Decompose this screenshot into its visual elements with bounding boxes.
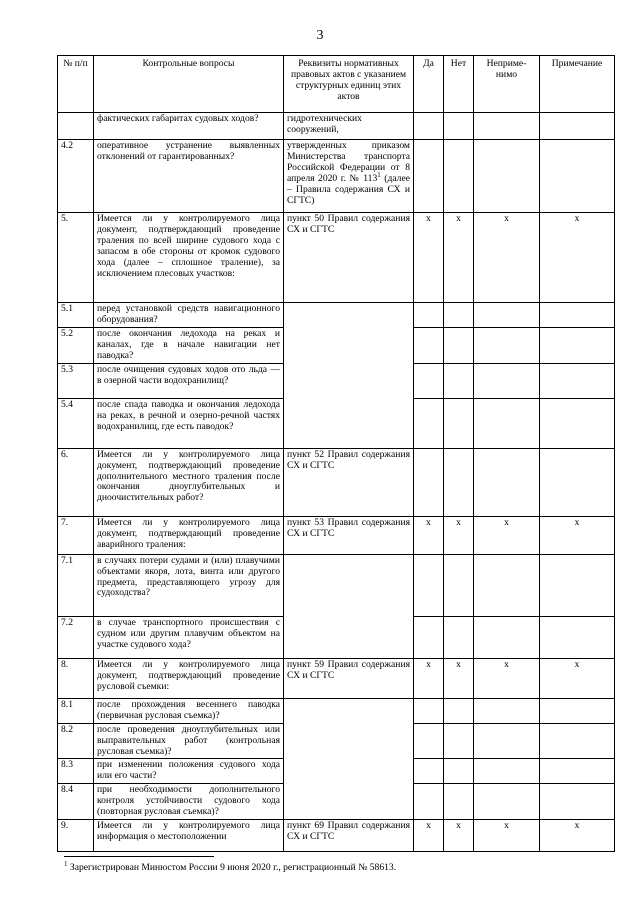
legal-reference bbox=[284, 363, 414, 398]
answer-na-cell bbox=[474, 328, 540, 364]
answer-yes-cell bbox=[414, 398, 444, 448]
legal-reference bbox=[284, 398, 414, 448]
row-number: 5. bbox=[58, 213, 94, 303]
note-cell: x bbox=[540, 516, 615, 554]
answer-na-cell: x bbox=[474, 819, 540, 851]
answer-yes-cell bbox=[414, 328, 444, 364]
table-row bbox=[58, 398, 615, 448]
row-number: 5.4 bbox=[58, 398, 94, 448]
answer-na-cell bbox=[474, 140, 540, 213]
answer-no-cell bbox=[444, 328, 474, 364]
table-row bbox=[58, 303, 615, 328]
table-row bbox=[58, 516, 615, 554]
control-question: Имеется ли у контролируемого лица документ, подтверждающий проведение русловой съемки: bbox=[94, 658, 284, 698]
control-question: перед установкой средств навигационного оборудования? bbox=[94, 303, 284, 328]
answer-yes-cell: x bbox=[414, 213, 444, 303]
answer-yes-cell bbox=[414, 448, 444, 516]
answer-no-cell bbox=[444, 784, 474, 820]
control-question: Имеется ли у контролируемого лица информация о местоположении bbox=[94, 819, 284, 851]
row-number: 7.2 bbox=[58, 616, 94, 658]
footnote-ref: 1 bbox=[377, 170, 381, 179]
row-number bbox=[58, 113, 94, 140]
note-cell bbox=[540, 554, 615, 616]
answer-na-cell bbox=[474, 398, 540, 448]
answer-yes-cell: x bbox=[414, 516, 444, 554]
row-number: 8.2 bbox=[58, 723, 94, 759]
answer-no-cell: x bbox=[444, 516, 474, 554]
legal-reference-tail: (далее – Правила содержания СХ и СГТС) bbox=[287, 172, 410, 206]
note-cell bbox=[540, 723, 615, 759]
table-row bbox=[58, 658, 615, 698]
header-question: Контрольные вопросы bbox=[94, 56, 284, 113]
control-question: в случаях потери судами и (или) плавучими объектами якоря, лота, винта или другого предмета, представляющего угрозу для судоходства? bbox=[94, 554, 284, 616]
footnote-mark: 1 bbox=[64, 859, 68, 868]
answer-no-cell bbox=[444, 448, 474, 516]
legal-reference-text: пункт 69 Правил содержания СХ и СГТС bbox=[287, 819, 410, 842]
row-number: 4.2 bbox=[58, 140, 94, 213]
row-number: 8.4 bbox=[58, 784, 94, 820]
control-question: Имеется ли у контролируемого лица документ, подтверждающий проведение траления по всей ширине судового хода с запасом в обе стороны от кромок судового хода (далее – сплошное траление), за исключением плесовых участков: bbox=[94, 213, 284, 303]
answer-yes-cell bbox=[414, 363, 444, 398]
note-cell bbox=[540, 616, 615, 658]
answer-na-cell bbox=[474, 616, 540, 658]
note-cell bbox=[540, 363, 615, 398]
answer-na-cell bbox=[474, 113, 540, 140]
answer-na-cell bbox=[474, 363, 540, 398]
row-number: 5.3 bbox=[58, 363, 94, 398]
answer-yes-cell: x bbox=[414, 819, 444, 851]
note-cell bbox=[540, 303, 615, 328]
table-row bbox=[58, 759, 615, 784]
control-question: фактических габаритах судовых ходов? bbox=[94, 113, 284, 140]
note-cell bbox=[540, 328, 615, 364]
legal-reference bbox=[284, 698, 414, 723]
control-question: в случае транспортного происшествия с судном или другим плавучим объектом на участке судового хода? bbox=[94, 616, 284, 658]
legal-reference bbox=[284, 759, 414, 784]
row-number: 7.1 bbox=[58, 554, 94, 616]
answer-yes-cell bbox=[414, 759, 444, 784]
legal-reference bbox=[284, 448, 414, 516]
row-number: 8.1 bbox=[58, 698, 94, 723]
answer-no-cell bbox=[444, 398, 474, 448]
control-question: после окончания ледохода на реках и каналах, где в начале навигации нет паводка? bbox=[94, 328, 284, 364]
table-row bbox=[58, 698, 615, 723]
answer-yes-cell bbox=[414, 698, 444, 723]
answer-no-cell: x bbox=[444, 819, 474, 851]
legal-reference bbox=[284, 303, 414, 328]
legal-reference bbox=[284, 516, 414, 554]
legal-reference bbox=[284, 113, 414, 140]
note-cell bbox=[540, 698, 615, 723]
note-cell bbox=[540, 398, 615, 448]
legal-reference-text: гидротехнических сооружений, bbox=[287, 113, 362, 135]
note-cell bbox=[540, 140, 615, 213]
table-row bbox=[58, 140, 615, 213]
footnote-divider bbox=[64, 856, 214, 857]
legal-reference bbox=[284, 658, 414, 698]
legal-reference-text: утвержденных приказом Министерства транспорта Российской Федерации от 8 апреля 2020 г. № 113 bbox=[287, 140, 410, 184]
note-cell: x bbox=[540, 658, 615, 698]
table-row bbox=[58, 328, 615, 364]
page-number: 3 bbox=[316, 28, 324, 43]
answer-no-cell bbox=[444, 759, 474, 784]
answer-no-cell bbox=[444, 363, 474, 398]
control-question: при необходимости дополнительного контроля устойчивости судового хода (повторная русловая съемка)? bbox=[94, 784, 284, 820]
header-na: Неприме-нимо bbox=[474, 56, 540, 113]
legal-reference bbox=[284, 723, 414, 759]
note-cell bbox=[540, 448, 615, 516]
answer-no-cell bbox=[444, 616, 474, 658]
row-number: 8.3 bbox=[58, 759, 94, 784]
answer-na-cell bbox=[474, 554, 540, 616]
note-cell: x bbox=[540, 213, 615, 303]
legal-reference-text: пункт 59 Правил содержания СХ и СГТС bbox=[287, 658, 410, 681]
control-question: после прохождения весеннего паводка (первичная русловая съемка)? bbox=[94, 698, 284, 723]
answer-na-cell bbox=[474, 759, 540, 784]
row-number: 8. bbox=[58, 658, 94, 698]
note-cell bbox=[540, 759, 615, 784]
answer-no-cell bbox=[444, 723, 474, 759]
table-row bbox=[58, 363, 615, 398]
answer-no-cell: x bbox=[444, 213, 474, 303]
footnote-text: Зарегистрирован Минюстом России 9 июня 2020 г., регистрационный № 58613. bbox=[67, 862, 397, 873]
table-row bbox=[58, 448, 615, 516]
legal-reference bbox=[284, 140, 414, 213]
legal-reference-text: пункт 50 Правил содержания СХ и СГТС bbox=[287, 213, 410, 235]
header-yes: Да bbox=[414, 56, 444, 113]
table-row bbox=[58, 616, 615, 658]
header-reqs: Реквизиты нормативных правовых актов с указанием структурных единиц этих актов bbox=[284, 56, 414, 113]
header-note: Примечание bbox=[540, 56, 615, 113]
answer-na-cell bbox=[474, 784, 540, 820]
legal-reference bbox=[284, 554, 414, 616]
row-number: 7. bbox=[58, 516, 94, 554]
table-row bbox=[58, 819, 615, 851]
legal-reference bbox=[284, 213, 414, 303]
answer-yes-cell bbox=[414, 554, 444, 616]
table-row bbox=[58, 723, 615, 759]
legal-reference-text: пункт 52 Правил содержания СХ и СГТС bbox=[287, 448, 410, 471]
table-row bbox=[58, 213, 615, 303]
answer-no-cell bbox=[444, 113, 474, 140]
answer-na-cell bbox=[474, 303, 540, 328]
row-number: 5.1 bbox=[58, 303, 94, 328]
header-no: Нет bbox=[444, 56, 474, 113]
table-row bbox=[58, 784, 615, 820]
answer-na-cell bbox=[474, 698, 540, 723]
control-question: после проведения дноуглубительных или выправительных работ (контрольная русловая съемка)? bbox=[94, 723, 284, 759]
answer-na-cell bbox=[474, 448, 540, 516]
note-cell bbox=[540, 784, 615, 820]
row-number: 5.2 bbox=[58, 328, 94, 364]
answer-no-cell bbox=[444, 140, 474, 213]
legal-reference-text: пункт 53 Правил содержания СХ и СГТС bbox=[287, 516, 410, 539]
answer-na-cell: x bbox=[474, 213, 540, 303]
control-question: после спада паводка и окончания ледохода на реках, в речной и озерно-речной частях водохранилищ, где есть паводок? bbox=[94, 398, 284, 448]
answer-no-cell: x bbox=[444, 658, 474, 698]
control-question: Имеется ли у контролируемого лица документ, подтверждающий проведение аварийного траления: bbox=[94, 516, 284, 554]
legal-reference bbox=[284, 328, 414, 364]
legal-reference bbox=[284, 819, 414, 851]
legal-reference bbox=[284, 616, 414, 658]
answer-yes-cell bbox=[414, 616, 444, 658]
control-question: при изменении положения судового хода или его части? bbox=[94, 759, 284, 784]
control-question: Имеется ли у контролируемого лица документ, подтверждающий проведение дополнительного местного траления после окончания дноуглубительных и дноочистительных работ? bbox=[94, 448, 284, 516]
answer-yes-cell bbox=[414, 140, 444, 213]
answer-na-cell: x bbox=[474, 516, 540, 554]
control-question: после очищения судовых ходов ото льда — в озерной части водохранилищ? bbox=[94, 363, 284, 398]
answer-no-cell bbox=[444, 303, 474, 328]
footnote bbox=[64, 859, 397, 873]
answer-yes-cell bbox=[414, 303, 444, 328]
row-number: 9. bbox=[58, 819, 94, 851]
answer-no-cell bbox=[444, 698, 474, 723]
answer-yes-cell bbox=[414, 113, 444, 140]
answer-yes-cell bbox=[414, 723, 444, 759]
table-row bbox=[58, 554, 615, 616]
answer-na-cell bbox=[474, 723, 540, 759]
note-cell: x bbox=[540, 819, 615, 851]
answer-no-cell bbox=[444, 554, 474, 616]
table-row bbox=[58, 113, 615, 140]
legal-reference bbox=[284, 784, 414, 820]
control-question: оперативное устранение выявленных отклонений от гарантированных? bbox=[94, 140, 284, 213]
note-cell bbox=[540, 113, 615, 140]
answer-yes-cell: x bbox=[414, 658, 444, 698]
answer-yes-cell bbox=[414, 784, 444, 820]
checklist-table bbox=[57, 55, 615, 852]
row-number: 6. bbox=[58, 448, 94, 516]
header-num: № п/п bbox=[58, 56, 94, 113]
answer-na-cell: x bbox=[474, 658, 540, 698]
